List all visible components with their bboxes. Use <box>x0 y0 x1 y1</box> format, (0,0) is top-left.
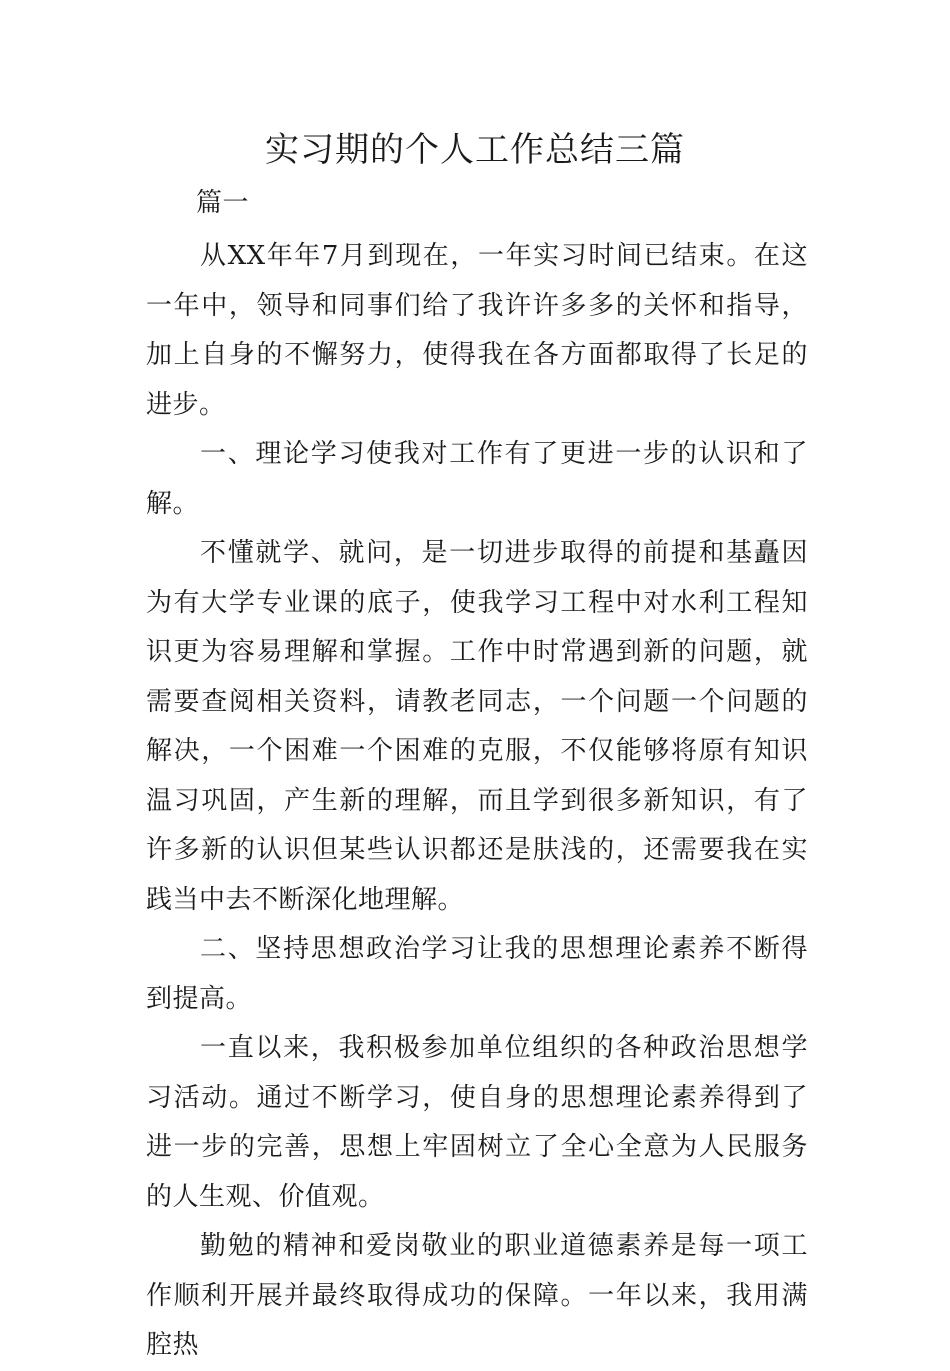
document-body <box>146 180 808 1371</box>
document-title: 实习期的个人工作总结三篇 <box>265 130 685 170</box>
paragraph-point-two: 一直以来，我积极参加单位组织的各种政治思想学习活动。通过不断学习，使自身的思想理论素养得到了进一步的完善，思想上牢固树立了全心全意为人民服务的人生观、价值观。 <box>146 1033 808 1212</box>
heading-point-two: 二、坚持思想政治学习让我的思想理论素养不断得到提高。 <box>146 934 808 1014</box>
paragraph-point-one: 不懂就学、就问，是一切进步取得的前提和基矗因为有大学专业课的底子，使我学习工程中对水利工程知识更为容易理解和掌握。工作中时常遇到新的问题，就需要查阅相关资料，请教老同志，一个问题一个问题的解决，一个困难一个困难的克服，不仅能够将原有知识温习巩固，产生新的理解，而且学到很多新知识，有了许多新的认识但某些认识都还是肤浅的，还需要我在实践当中去不断深化地理解。 <box>146 538 808 915</box>
paragraph-diligence: 勤勉的精神和爱岗敬业的职业道德素养是每一项工作顺利开展并最终取得成功的保障。一年以来，我用满腔热 <box>146 1231 808 1360</box>
heading-point-one: 一、理论学习使我对工作有了更进一步的认识和了解。 <box>146 439 808 519</box>
paragraph-intro: 从XX年年7月到现在，一年实习时间已结束。在这一年中，领导和同事们给了我许许多多的关怀和指导，加上自身的不懈努力，使得我在各方面都取得了长足的进步。 <box>146 241 808 420</box>
section-label: 篇一 <box>196 188 250 218</box>
